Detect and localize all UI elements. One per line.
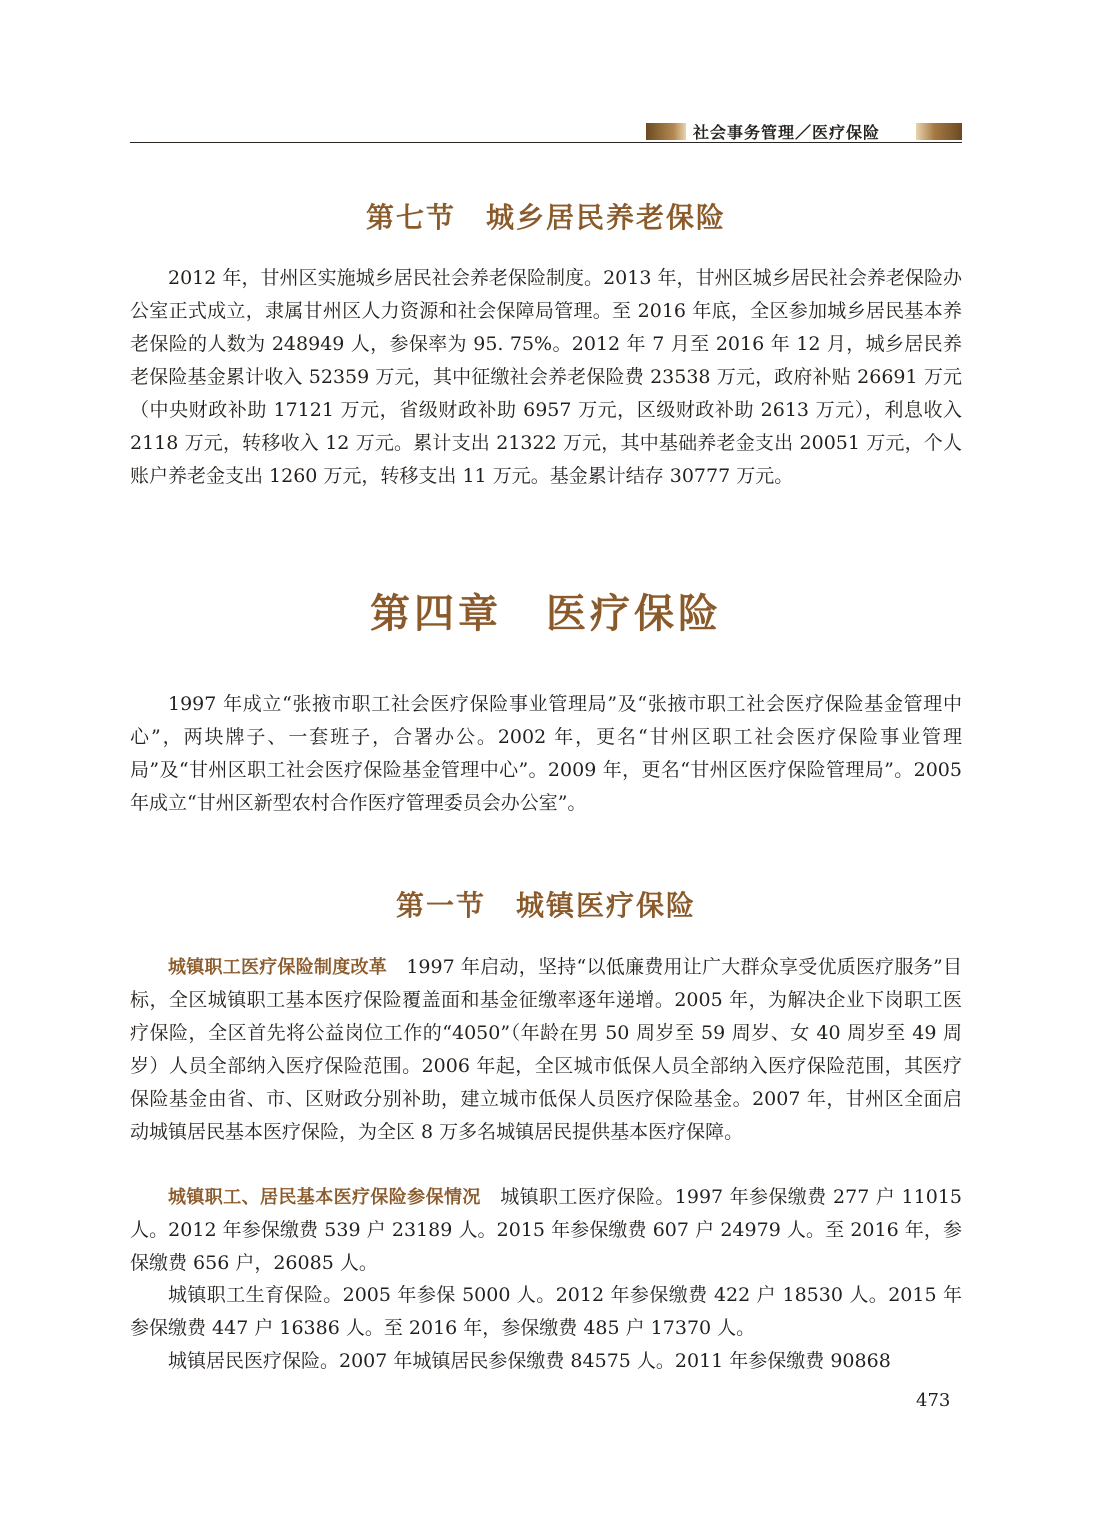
running-header-title: 社会事务管理／医疗保险 (693, 123, 881, 142)
resident-paragraph: 城镇居民医疗保险。2007 年城镇居民参保缴费 84575 人。2011 年参保缴费 90868 (168, 1350, 891, 1372)
section-7-paragraph: 2012 年，甘州区实施城乡居民社会养老保险制度。2013 年，甘州区城乡居民社会养老保险办公室正式成立，隶属甘州区人力资源和社会保障局管理。至 2016 年底，全区参加城乡居民基本养老保险的人数为 248949 人，参保率为 95. 75%。2012 年 7 月至 2016 年 12 月，城乡居民养老保险基金累计收入 52359 万元，其中征缴社会养老保险费 23538 万元，政府补贴 26691 万元（中央财政补助 17121 万元，省级财政补助 6957 万元，区级财政补助 2613 万元），利息收入 2118 万元，转移收入 12 万元。累计支出 21322 万元，其中基础养老金支出 20051 万元，个人账户养老金支出 1260 万元，转移支出 11 万元。基金累计结存 30777 万元。 (130, 267, 962, 487)
reform-text: 1997 年启动，坚持“以低廉费用让广大群众享受优质医疗服务”目标，全区城镇职工基本医疗保险覆盖面和基金征缴率逐年递增。2005 年，为解决企业下岗职工医疗保险，全区首先将公益岗位工作的“4050”（年龄在男 50 周岁至 59 周岁、女 40 周岁至 49 周岁）人员全部纳入医疗保险范围。2006 年起，全区城市低保人员全部纳入医疗保险范围，其医疗保险基金由省、市、区财政分别补助，建立城市低保人员医疗保险基金。2007 年，甘州区全面启动城镇居民基本医疗保险，为全区 8 万多名城镇居民提供基本医疗保障。 (130, 956, 963, 1143)
page-number: 473 (916, 1390, 951, 1411)
insured-paragraph (130, 1181, 962, 1280)
header-decoration-right (916, 123, 962, 140)
insured-text: 城镇职工医疗保险。1997 年参保缴费 277 户 11015 人。2012 年参保缴费 539 户 23189 人。2015 年参保缴费 607 户 24979 人。至 2016 年，参保缴费 656 户，26085 人。 (130, 1186, 962, 1274)
reform-paragraph (130, 951, 962, 1149)
chapter-4-title: 第四章 医疗保险 (370, 590, 722, 637)
section-1-title: 第一节 城镇医疗保险 (395, 889, 696, 922)
running-header (130, 118, 962, 146)
maternity-paragraph: 城镇职工生育保险。2005 年参保 5000 人。2012 年参保缴费 422 户 18530 人。2015 年参保缴费 447 户 16386 人。至 2016 年，参保缴费 485 户 17370 人。 (130, 1284, 962, 1339)
header-decoration-left (646, 123, 686, 140)
header-rule (130, 142, 962, 143)
reform-lead: 城镇职工医疗保险制度改革 (168, 957, 388, 978)
section-7-title: 第七节 城乡居民养老保险 (365, 201, 726, 234)
insured-lead: 城镇职工、居民基本医疗保险参保情况 (168, 1187, 481, 1208)
chapter-4-intro: 1997 年成立“张掖市职工社会医疗保险事业管理局”及“张掖市职工社会医疗保险基金管理中心”，两块牌子、一套班子，合署办公。2002 年，更名“甘州区职工社会医疗保险事业管理局”及“甘州区职工社会医疗保险基金管理中心”。2009 年，更名“甘州区医疗保险管理局”。2005 年成立“甘州区新型农村合作医疗管理委员会办公室”。 (130, 693, 962, 814)
